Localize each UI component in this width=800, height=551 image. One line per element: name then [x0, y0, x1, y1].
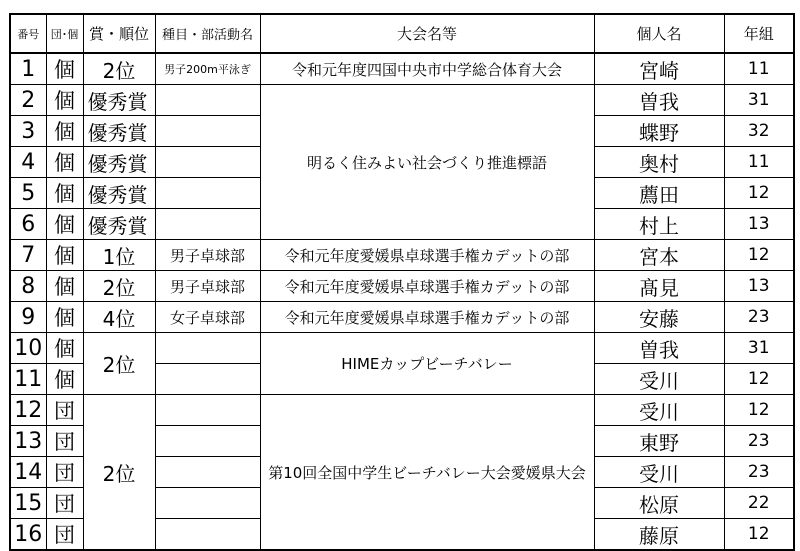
row-number: 12: [10, 395, 46, 426]
row-grade: 23: [724, 426, 794, 457]
row-name: 曽我: [594, 85, 724, 116]
row-event: 男子200m平泳ぎ: [155, 53, 260, 85]
row-kind: 個: [46, 240, 83, 271]
row-number: 2: [10, 85, 46, 116]
awards-document: [9, 13, 795, 551]
header-number: 番号: [10, 14, 46, 53]
row-event: 女子卓球部: [155, 302, 260, 333]
table-row: [10, 271, 794, 302]
row-name: 宮本: [594, 240, 724, 271]
row-event: [155, 116, 260, 147]
row-number: 9: [10, 302, 46, 333]
row-name: 松原: [594, 488, 724, 519]
row-name: 安藤: [594, 302, 724, 333]
row-competition: 第10回全国中学生ビーチバレー大会愛媛県大会: [260, 395, 594, 551]
row-kind: 個: [46, 271, 83, 302]
row-number: 13: [10, 426, 46, 457]
row-kind: 団: [46, 519, 83, 551]
row-competition: 令和元年度愛媛県卓球選手権カデットの部: [260, 271, 594, 302]
row-number: 15: [10, 488, 46, 519]
row-kind: 団: [46, 457, 83, 488]
row-rank: 優秀賞: [83, 178, 155, 209]
row-name: 髙見: [594, 271, 724, 302]
row-grade: 12: [724, 364, 794, 395]
row-competition: 明るく住みよい社会づくり推進標語: [260, 85, 594, 240]
row-rank: 1位: [83, 240, 155, 271]
row-grade: 12: [724, 178, 794, 209]
row-kind: 団: [46, 395, 83, 426]
row-event: [155, 147, 260, 178]
row-name: 受川: [594, 395, 724, 426]
row-number: 7: [10, 240, 46, 271]
row-competition: 令和元年度愛媛県卓球選手権カデットの部: [260, 240, 594, 271]
row-competition: 令和元年度愛媛県卓球選手権カデットの部: [260, 302, 594, 333]
table-row: [10, 333, 794, 364]
row-rank: 2位: [83, 271, 155, 302]
row-number: 1: [10, 53, 46, 85]
row-number: 4: [10, 147, 46, 178]
row-event: 男子卓球部: [155, 240, 260, 271]
row-event: [155, 178, 260, 209]
row-name: 東野: [594, 426, 724, 457]
header-rank: 賞・順位: [83, 14, 155, 53]
row-kind: 個: [46, 364, 83, 395]
row-name: 受川: [594, 457, 724, 488]
row-kind: 個: [46, 209, 83, 240]
table-row: [10, 302, 794, 333]
awards-table: [9, 13, 795, 551]
row-grade: 23: [724, 457, 794, 488]
row-grade: 31: [724, 333, 794, 364]
row-competition: 令和元年度四国中央市中学総合体育大会: [260, 53, 594, 85]
row-rank: 優秀賞: [83, 209, 155, 240]
row-grade: 13: [724, 209, 794, 240]
row-event: [155, 364, 260, 395]
row-kind: 個: [46, 147, 83, 178]
row-event: [155, 395, 260, 426]
header-event: 種目・部活動名: [155, 14, 260, 53]
row-number: 11: [10, 364, 46, 395]
row-rank: 2位: [83, 53, 155, 85]
row-grade: 32: [724, 116, 794, 147]
row-name: 受川: [594, 364, 724, 395]
header-name: 個人名: [594, 14, 724, 53]
row-kind: 団: [46, 426, 83, 457]
row-grade: 11: [724, 53, 794, 85]
row-name: 蝶野: [594, 116, 724, 147]
row-event: [155, 426, 260, 457]
row-number: 8: [10, 271, 46, 302]
row-name: 薦田: [594, 178, 724, 209]
row-event: [155, 85, 260, 116]
table-row: [10, 240, 794, 271]
row-grade: 22: [724, 488, 794, 519]
table-row: [10, 395, 794, 426]
row-event: [155, 519, 260, 551]
header-row: [10, 14, 794, 53]
row-kind: 個: [46, 302, 83, 333]
row-rank: 優秀賞: [83, 85, 155, 116]
row-name: 曽我: [594, 333, 724, 364]
row-kind: 個: [46, 116, 83, 147]
row-grade: 23: [724, 302, 794, 333]
row-event: 男子卓球部: [155, 271, 260, 302]
row-event: [155, 488, 260, 519]
row-number: 14: [10, 457, 46, 488]
row-grade: 13: [724, 271, 794, 302]
row-name: 奥村: [594, 147, 724, 178]
table-row: [10, 85, 794, 116]
row-kind: 個: [46, 85, 83, 116]
row-kind: 個: [46, 53, 83, 85]
row-event: [155, 457, 260, 488]
row-name: 村上: [594, 209, 724, 240]
row-name: 宮崎: [594, 53, 724, 85]
row-number: 16: [10, 519, 46, 551]
row-grade: 31: [724, 85, 794, 116]
row-kind: 個: [46, 178, 83, 209]
row-rank: 優秀賞: [83, 147, 155, 178]
row-rank: 4位: [83, 302, 155, 333]
row-kind: 個: [46, 333, 83, 364]
row-grade: 11: [724, 147, 794, 178]
row-event: [155, 209, 260, 240]
row-number: 5: [10, 178, 46, 209]
row-number: 6: [10, 209, 46, 240]
row-kind: 団: [46, 488, 83, 519]
row-grade: 12: [724, 240, 794, 271]
row-competition: HIMEカップビーチバレー: [260, 333, 594, 395]
row-number: 10: [10, 333, 46, 364]
row-grade: 12: [724, 519, 794, 551]
row-rank: 優秀賞: [83, 116, 155, 147]
row-number: 3: [10, 116, 46, 147]
row-rank: 2位: [83, 395, 155, 551]
header-competition: 大会名等: [260, 14, 594, 53]
row-rank: 2位: [83, 333, 155, 395]
row-event: [155, 333, 260, 364]
row-grade: 12: [724, 395, 794, 426]
table-row: [10, 53, 794, 85]
header-grade: 年組: [724, 14, 794, 53]
header-kind: 団･個: [46, 14, 83, 53]
row-name: 藤原: [594, 519, 724, 551]
